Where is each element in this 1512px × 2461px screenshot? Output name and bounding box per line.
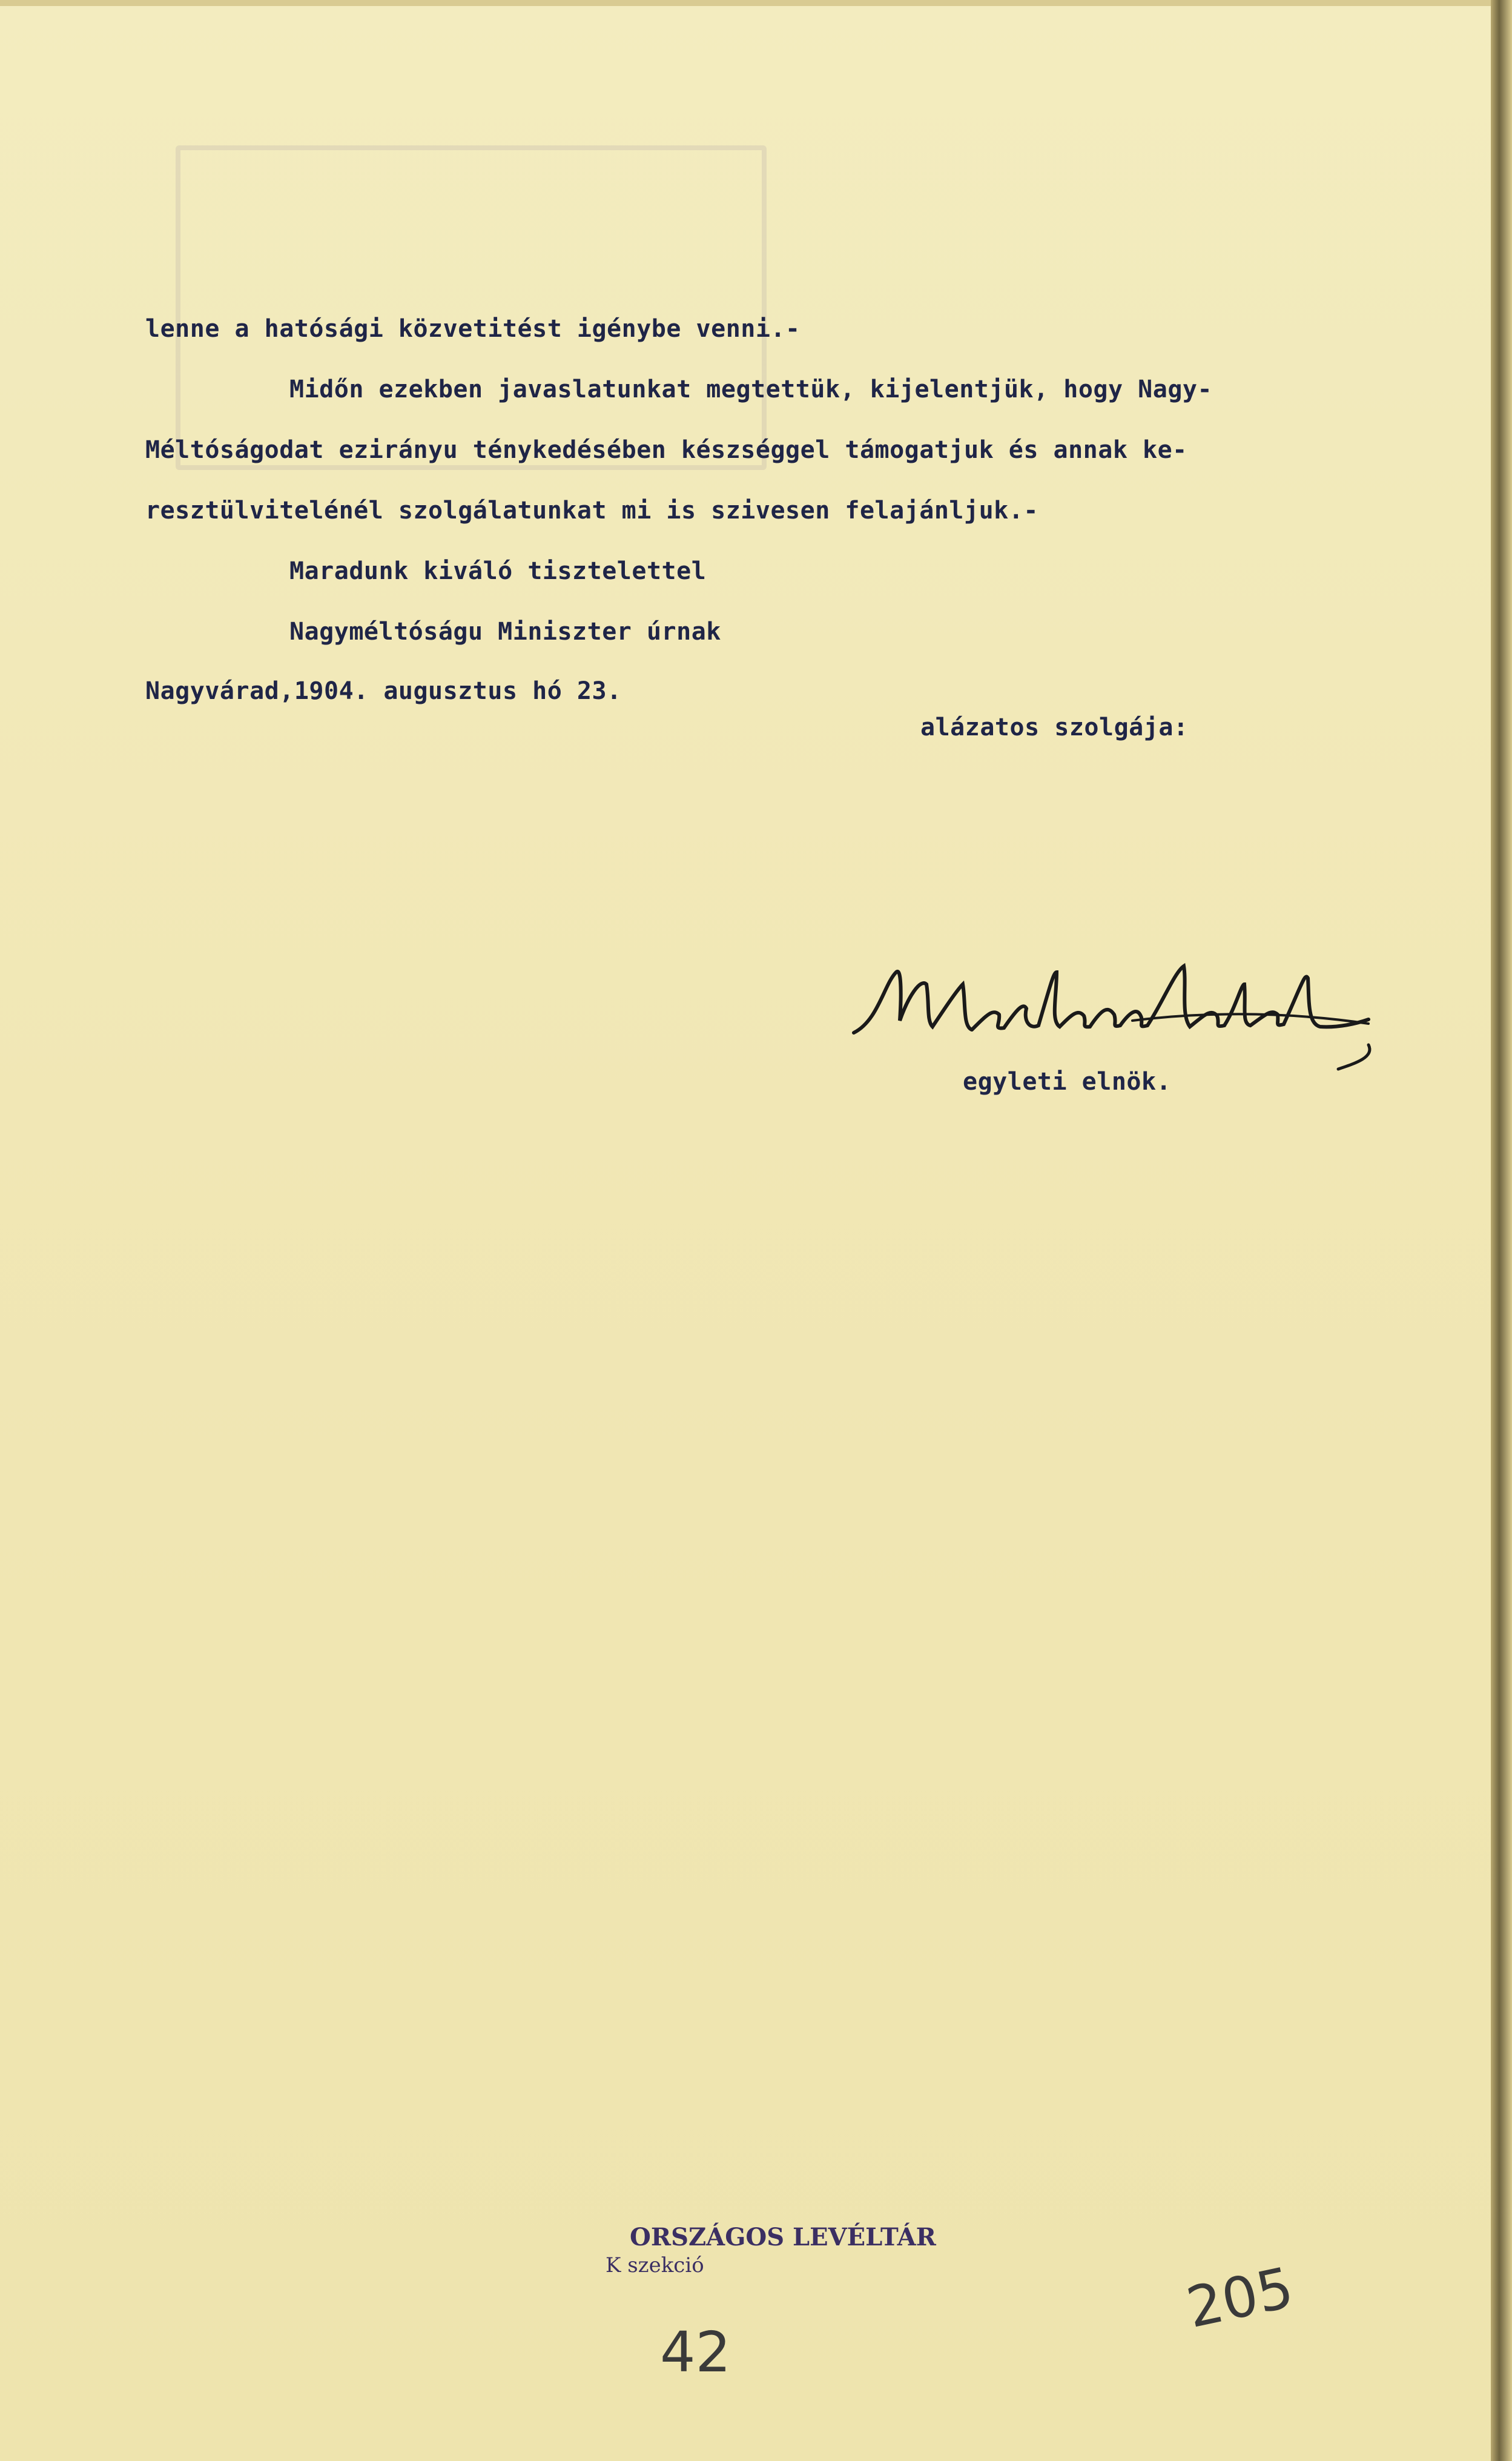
archive-stamp — [545, 2223, 936, 2296]
page-binding-edge — [1491, 0, 1512, 2461]
archive-stamp-section: K szekció — [606, 2253, 704, 2277]
letter-line-3: Méltóságodat ezirányu ténykedésében készséggel támogatjuk és annak ke- — [145, 436, 1187, 464]
letter-line-5: Maradunk kiváló tisztelettel — [289, 557, 707, 585]
letter-line-4: resztülvitelénél szolgálatunkat mi is szivesen felajánljuk.- — [145, 497, 1038, 525]
letter-line-2: Midőn ezekben javaslatunkat megtettük, kijelentjük, hogy Nagy- — [289, 376, 1213, 403]
page-top-edge — [0, 0, 1491, 6]
bleed-through-heading — [182, 91, 198, 151]
closing-formula: alázatos szolgája: — [920, 714, 1189, 741]
archive-stamp-title: ORSZÁGOS LEVÉLTÁR — [630, 2223, 936, 2251]
letter-line-1: lenne a hatósági közvetitést igénybe venni.- — [145, 315, 801, 343]
bleed-through-text — [339, 793, 354, 820]
handwritten-folio-number: 205 — [1181, 2254, 1299, 2341]
letter-line-6: Nagyméltóságu Miniszter úrnak — [289, 618, 721, 646]
bleed-through-stamp — [176, 145, 767, 470]
handwritten-page-number: 42 — [660, 2320, 731, 2385]
place-date: Nagyvárad,1904. augusztus hó 23. — [145, 677, 622, 705]
signer-title: egyleti elnök. — [963, 1068, 1172, 1096]
